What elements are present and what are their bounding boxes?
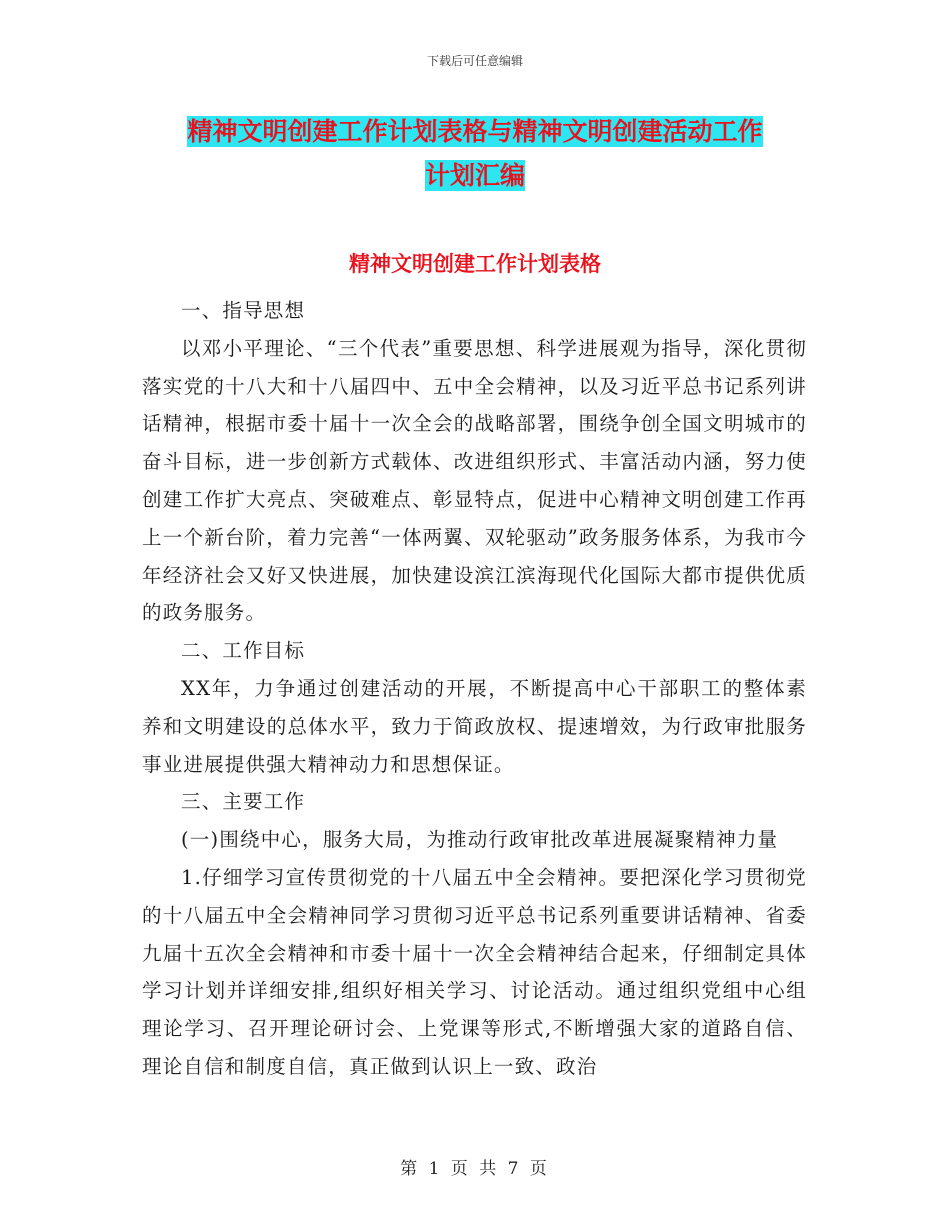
document-body — [142, 292, 807, 1086]
document-title — [140, 110, 810, 198]
paragraph-item-1-1: 1.仔细学习宣传贯彻党的十八届五中全会精神。要把深化学习贯彻党的十八届五中全会精神同学习贯彻习近平总书记系列重要讲话精神、省委九届十五次全会精神和市委十届十一次全会精神结合起来，仔细制定具体学习计划并详细安排,组织好相关学习、讨论活动。通过组织党组中心组理论学习、召开理论研讨会、上党课等形式,不断增强大家的道路自信、理论自信和制度自信，真正做到认识上一致、政治 — [142, 865, 807, 1078]
document-title-line-1: 精神文明创建工作计划表格与精神文明创建活动工作 — [187, 117, 763, 146]
section-title: 精神文明创建工作计划表格 — [349, 252, 601, 276]
document-title-line-2: 计划汇编 — [424, 161, 525, 190]
subheading-item-1: (一)围绕中心，服务大局，为推动行政审批改革进展凝聚精神力量 — [181, 828, 779, 852]
heading-main-work: 三、主要工作 — [181, 790, 306, 814]
heading-work-goals: 二、工作目标 — [181, 639, 306, 663]
paragraph-work-goals: XX年，力争通过创建活动的开展，不断提高中心干部职工的整体素养和文明建设的总体水平，致力于简政放权、提速增效，为行政审批服务事业进展提供强大精神动力和思想保证。 — [142, 676, 807, 776]
paragraph-guiding-thought: 以邓小平理论、“三个代表”重要思想、科学进展观为指导，深化贯彻落实党的十八大和十八届四中、五中全会精神，以及习近平总书记系列讲话精神，根据市委十届十一次全会的战略部署，围绕争创全国文明城市的奋斗目标，进一步创新方式载体、改进组织形式、丰富活动内涵，努力使创建工作扩大亮点、突破难点、彰显特点，促进中心精神文明创建工作再上一个新台阶，着力完善“一体两翼、双轮驱动”政务服务体系，为我市今年经济社会又好又快进展，加快建设滨江滨海现代化国际大都市提供优质的政务服务。 — [142, 336, 807, 625]
page-number: 第 1 页 共 7 页 — [400, 1159, 550, 1179]
heading-guiding-thought: 一、指导思想 — [181, 299, 306, 322]
header-note: 下载后可任意编辑 — [426, 54, 523, 68]
